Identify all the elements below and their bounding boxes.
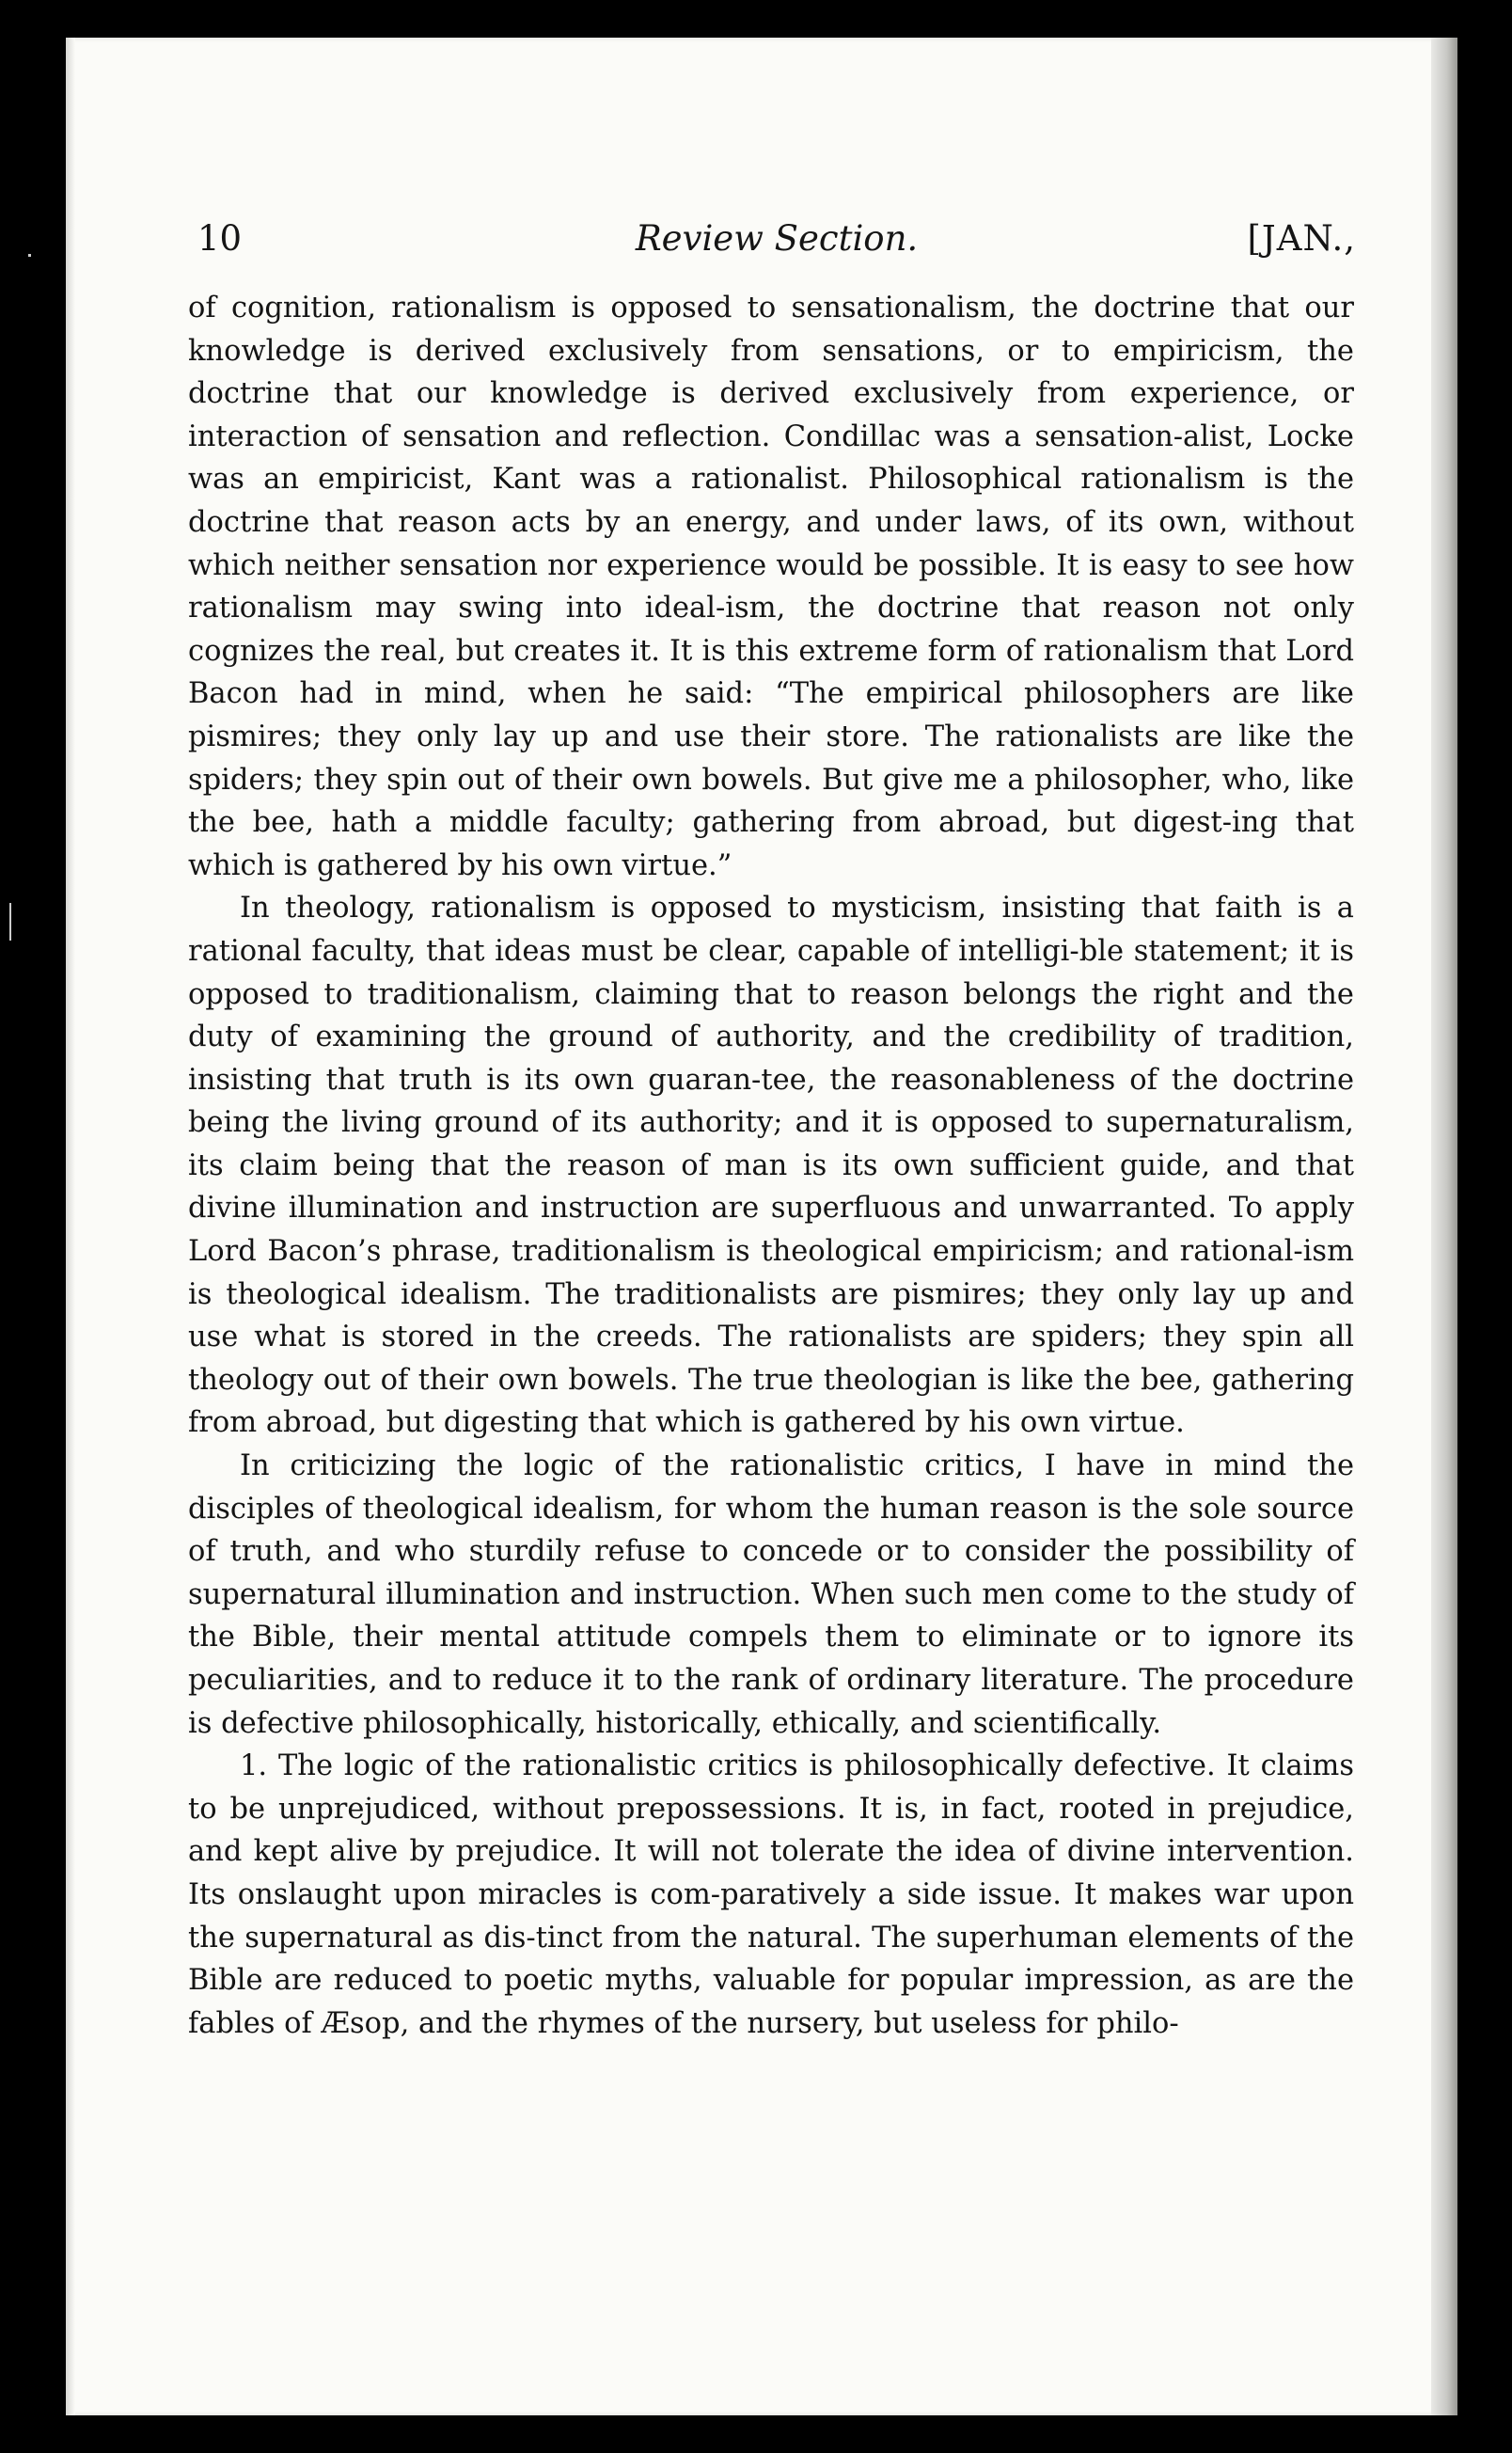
- film-scratch: [9, 903, 11, 941]
- body-text: [188, 287, 1354, 2045]
- paragraph: 1. The logic of the rationalistic critics is philosophically defective. It claims to be unprejudiced, without prepossessions. It is, in fact, rooted in prejudice, and kept alive by prejudice. It will not tolerate the idea of divine intervention. Its onslaught upon miracles is com-paratively a side issue. It makes war upon the supernatural as dis-tinct from the natural. The superhuman elements of the Bible are reduced to poetic myths, valuable for popular impression, as are the fables of Æsop, and the rhymes of the nursery, but useless for philo-: [188, 1749, 1354, 2040]
- running-date: [JAN.,: [1247, 218, 1356, 259]
- page-gutter-shadow: [66, 38, 75, 2415]
- paragraph: In criticizing the logic of the rationalistic critics, I have in mind the disciples of theological idealism, for whom the human reason is the sole source of truth, and who sturdily refuse to concede or to consider the possibility of supernatural illumination and instruction. When such men come to the study of the Bible, their mental attitude compels them to eliminate or to ignore its peculiarities, and to reduce it to the rank of ordinary literature. The procedure is defective philosophically, historically, ethically, and scientifically.: [188, 1449, 1354, 1740]
- film-scratch: [28, 254, 31, 257]
- page-number: 10: [197, 218, 243, 259]
- running-title: Review Section.: [635, 218, 919, 259]
- paragraph: of cognition, rationalism is opposed to sensationalism, the doctrine that our knowledge is derived exclusively from sensations, or to empiricism, the doctrine that our knowledge is derived exclusively from experience, or interaction of sensation and reflection. Condillac was a sensation-alist, Locke was an empiricist, Kant was a rationalist. Philosophical rationalism is the doctrine that reason acts by an energy, and under laws, of its own, without which neither sensation nor experience would be possible. It is easy to see how rationalism may swing into ideal-ism, the doctrine that reason not only cognizes the real, but creates it. It is this extreme form of rationalism that Lord Bacon had in mind, when he said: “The empirical philosophers are like pismires; they only lay up and use their store. The rationalists are like the spiders; they spin out of their own bowels. But give me a philosopher, who, like the bee, hath a middle faculty; gathering from abroad, but digest-ing that which is gathered by his own virtue.”: [188, 292, 1354, 882]
- page-edge-shadow: [1431, 38, 1457, 2415]
- running-header: [197, 218, 1356, 275]
- paragraph: In theology, rationalism is opposed to mysticism, insisting that faith is a rational faculty, that ideas must be clear, capable of intelligi-ble statement; it is opposed to traditionalism, claiming that to reason belongs the right and the duty of examining the ground of authority, and the credibility of tradition, insisting that truth is its own guaran-tee, the reasonableness of the doctrine being the living ground of its authority; and it is opposed to supernaturalism, its claim being that the reason of man is its own sufficient guide, and that divine illumination and instruction are superfluous and unwarranted. To apply Lord Bacon’s phrase, traditionalism is theological empiricism; and rational-ism is theological idealism. The traditionalists are pismires; they only lay up and use what is stored in the creeds. The rationalists are spiders; they spin all theology out of their own bowels. The true theologian is like the bee, gathering from abroad, but digesting that which is gathered by his own virtue.: [188, 892, 1354, 1440]
